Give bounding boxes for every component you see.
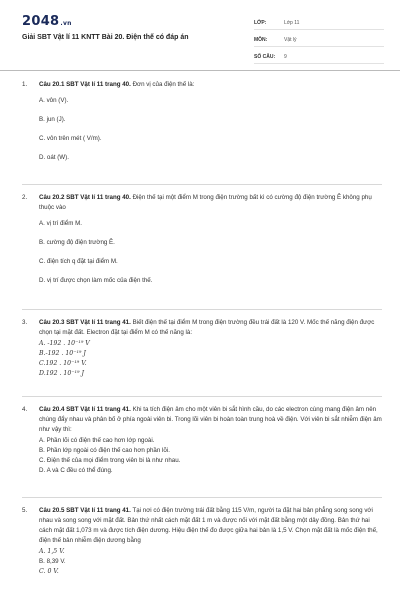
meta-row-class — [254, 16, 384, 30]
question-title: Câu 20.3 SBT Vật lí 11 trang 41. — [39, 319, 131, 326]
question-stem — [39, 193, 382, 213]
header-divider — [0, 70, 400, 71]
answer-option[interactable]: B. jun (J). — [39, 116, 66, 123]
meta-table — [254, 16, 384, 67]
answer-option[interactable]: C. điện tích q đặt tại điểm M. — [39, 258, 118, 265]
question-number: 3. — [22, 319, 28, 326]
page-header — [0, 0, 400, 68]
question-number: 4. — [22, 406, 28, 413]
answer-option[interactable]: A. -192 . 10⁻¹⁹ V — [39, 340, 90, 347]
question-divider — [22, 497, 382, 498]
meta-row-subject — [254, 33, 384, 47]
document-title: Giải SBT Vật lí 11 KNTT Bài 20. Điện thế có đáp án — [22, 34, 189, 41]
answer-option[interactable]: A. vị trí điểm M. — [39, 220, 82, 227]
meta-label: LỚP: — [254, 19, 267, 26]
question-number: 2. — [22, 194, 28, 201]
answer-option[interactable]: B. Phần lớp ngoài có điện thế cao hơn phần lõi. — [39, 447, 170, 454]
question-stem — [39, 80, 382, 90]
answer-option[interactable]: D. oát (W). — [39, 154, 69, 161]
answer-option[interactable]: C. 0 V. — [39, 568, 59, 575]
answer-option[interactable]: A. 1,5 V. — [39, 548, 65, 555]
logo-suffix: .vn — [60, 20, 72, 27]
meta-value: Vật lý — [284, 36, 297, 43]
question-text: Đơn vị của điện thế là: — [132, 81, 195, 88]
question-title: Câu 20.5 SBT Vật lí 11 trang 41. — [39, 507, 131, 514]
meta-label: MÔN: — [254, 36, 268, 43]
logo-text: 2048 — [22, 14, 60, 29]
question-text: Tại nơi có điện trường trái đất bằng 115 V/m, người ta đặt hai bản phẳng song song với nhau và song song với mặt đất. Bản thứ nhất cách mặt đất 1 m và được nối với mặt đất bằng một dây đồng. Bản thứ hai cách mặt đất 1,073 m và được tích điện dương. Hiệu điện thế đo được giữa hai bản là 1,5 V. Chọn mặt đất là mốc điện thế, điện thế bản nhiễm điện dương bằng — [39, 507, 378, 544]
meta-value: Lớp 11 — [284, 19, 300, 26]
answer-option[interactable]: C. vôn trên mét ( V/m). — [39, 135, 102, 142]
meta-label: SỐ CÂU: — [254, 53, 276, 60]
answer-option[interactable]: A. Phần lõi có điện thế cao hơn lớp ngoài. — [39, 437, 155, 444]
question-stem — [39, 405, 382, 435]
question-text: Khi ta tích điện âm cho một viên bi sắt hình cầu, do các electron cùng mang điện âm nên chúng đẩy nhau và phân bố ở phía ngoài viên bi. Trong lõi viên bi hoàn toàn trung hoà về điện. Với viên bi sắt nhiễm điện âm như vậy thì: — [39, 406, 382, 433]
question-3 — [22, 318, 382, 379]
answer-option[interactable]: D. vị trí được chọn làm mốc của điện thế. — [39, 277, 153, 284]
question-divider — [22, 184, 382, 185]
answer-option[interactable]: D.192 . 10⁻¹⁹ J — [39, 370, 84, 377]
question-number: 1. — [22, 81, 28, 88]
answer-option[interactable]: C.192 . 10⁻¹⁹ V. — [39, 360, 87, 367]
site-logo[interactable] — [22, 14, 72, 29]
answer-option[interactable]: B. cường độ điện trường Ē. — [39, 239, 115, 246]
question-title: Câu 20.1 SBT Vật lí 11 trang 40. — [39, 81, 131, 88]
question-5 — [22, 506, 382, 577]
question-2 — [22, 193, 382, 295]
question-4 — [22, 405, 382, 476]
answer-option[interactable]: A. vôn (V). — [39, 97, 69, 104]
question-title: Câu 20.4 SBT Vật lí 11 trang 41. — [39, 406, 131, 413]
answer-option[interactable]: B. 8,39 V. — [39, 558, 66, 565]
question-divider — [22, 309, 382, 310]
question-divider — [22, 396, 382, 397]
meta-value: 9 — [284, 53, 287, 60]
answer-option[interactable]: B.-192 . 10⁻¹⁹ J — [39, 350, 86, 357]
question-1 — [22, 80, 382, 172]
question-stem — [39, 318, 382, 338]
question-title: Câu 20.2 SBT Vật lí 11 trang 40. — [39, 194, 131, 201]
question-text: Biết điện thế tại điểm M trong điện trường đều trái đất là 120 V. Mốc thế năng điện được chọn tại mặt đất. Electron đặt tại điểm M có thế năng là: — [39, 319, 375, 336]
question-stem — [39, 506, 382, 546]
answer-option[interactable]: C. Điện thế của mọi điểm trong viên bi là như nhau. — [39, 457, 181, 464]
answer-option[interactable]: D. A và C đều có thể đúng. — [39, 467, 113, 474]
question-number: 5. — [22, 507, 28, 514]
meta-row-question-count — [254, 50, 384, 64]
question-text: Điện thế tại một điểm M trong điện trường bất kì có cường độ điện trường Ē không phụ thuộc vào — [39, 194, 372, 211]
